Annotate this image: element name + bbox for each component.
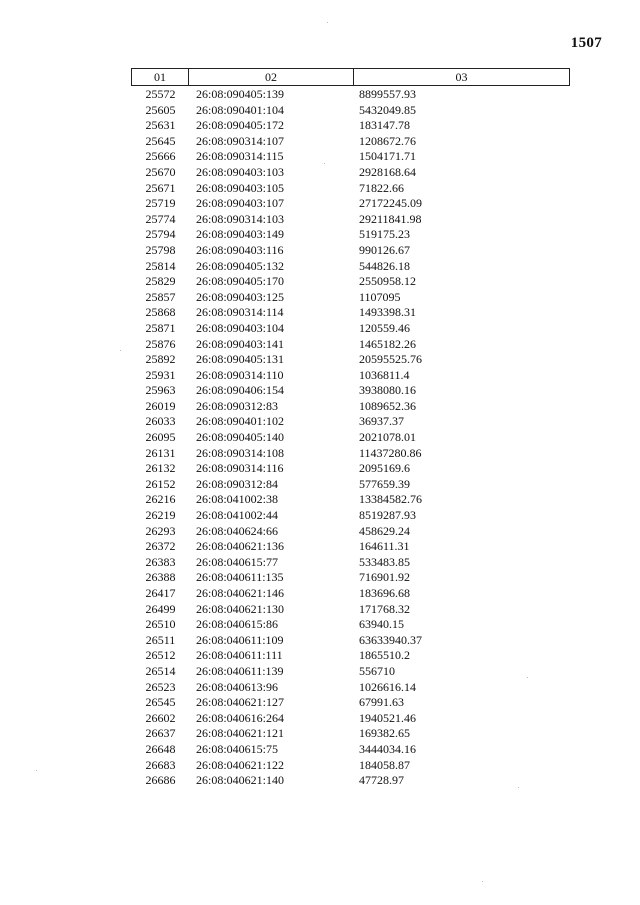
scan-speck (482, 881, 483, 882)
cell-03: 183147.78 (359, 118, 410, 133)
table-row (131, 430, 570, 446)
cell-01: 26372 (145, 539, 176, 554)
cell-03: 63940.15 (359, 617, 404, 632)
cell-03: 458629.24 (359, 523, 410, 538)
cell-03: 8899557.93 (359, 87, 416, 101)
cell-03: 2021078.01 (359, 430, 416, 445)
cell-01: 25671 (145, 180, 176, 195)
cell-03: 716901.92 (359, 570, 410, 585)
table-row (131, 664, 570, 680)
scan-speck (518, 787, 519, 788)
cell-03: 1504171.71 (359, 149, 416, 164)
cell-03: 71822.66 (359, 180, 404, 195)
cell-01: 25868 (145, 305, 176, 320)
cell-01: 26132 (145, 461, 176, 476)
cell-02: 26:08:040621:121 (196, 726, 285, 741)
table-row (131, 617, 570, 633)
cell-02: 26:08:090312:84 (196, 476, 279, 491)
cell-02: 26:08:090314:115 (196, 149, 284, 164)
cell-01: 25871 (145, 320, 176, 335)
cell-02: 26:08:090403:149 (196, 227, 285, 242)
cell-02: 26:08:040615:75 (196, 741, 279, 756)
table-row (131, 586, 570, 602)
table-row (131, 602, 570, 618)
cell-01: 26152 (145, 476, 176, 491)
table-row (131, 181, 570, 197)
table-row (131, 290, 570, 306)
page-number: 1507 (570, 35, 602, 51)
cell-02: 26:08:090403:104 (196, 320, 285, 335)
table-row (131, 118, 570, 134)
cell-01: 25605 (145, 102, 176, 117)
cell-03: 1465182.26 (359, 336, 416, 351)
table-row (131, 461, 570, 477)
cell-01: 25963 (145, 383, 176, 398)
scan-speck (327, 22, 328, 23)
cell-03: 3938080.16 (359, 383, 416, 398)
table-row (131, 555, 570, 571)
cell-03: 1865510.2 (359, 648, 410, 663)
cell-03: 1089652.36 (359, 398, 416, 413)
cell-02: 26:08:090401:104 (196, 102, 285, 117)
cell-03: 169382.65 (359, 726, 410, 741)
table-row (131, 414, 570, 430)
scan-speck (120, 350, 121, 351)
cell-03: 67991.63 (359, 695, 404, 710)
cell-03: 1107095 (359, 289, 401, 304)
table-row (131, 87, 570, 103)
cell-01: 26499 (145, 601, 176, 616)
cell-02: 26:08:040621:122 (196, 757, 285, 772)
cell-01: 26545 (145, 695, 176, 710)
cell-02: 26:08:090405:131 (196, 352, 285, 367)
cell-01: 26523 (145, 679, 176, 694)
cell-02: 26:08:090314:108 (196, 445, 285, 460)
table-row (131, 212, 570, 228)
table-row (131, 742, 570, 758)
cell-02: 26:08:090403:125 (196, 289, 285, 304)
cell-01: 26683 (145, 757, 176, 772)
cell-03: 13384582.76 (359, 492, 422, 507)
cell-03: 1036811.4 (359, 367, 410, 382)
cell-03: 120559.46 (359, 320, 410, 335)
cell-02: 26:08:040611:139 (196, 663, 284, 678)
cell-02: 26:08:040621:127 (196, 695, 285, 710)
table-row (131, 508, 570, 524)
cell-03: 3444034.16 (359, 741, 416, 756)
cell-03: 183696.68 (359, 586, 410, 600)
cell-03: 1940521.46 (359, 710, 416, 725)
table-row (131, 711, 570, 727)
cell-01: 26602 (145, 710, 176, 725)
cell-01: 26648 (145, 741, 176, 756)
cell-03: 990126.67 (359, 242, 410, 257)
cell-02: 26:08:041002:44 (196, 508, 279, 523)
table-body (131, 87, 570, 789)
cell-01: 26019 (145, 398, 176, 413)
cell-03: 11437280.86 (359, 445, 422, 460)
cell-01: 25645 (145, 133, 176, 148)
cell-02: 26:08:090314:116 (196, 461, 284, 476)
cell-02: 26:08:090405:139 (196, 87, 285, 101)
cell-01: 26383 (145, 554, 176, 569)
cell-03: 36937.37 (359, 414, 404, 429)
cell-01: 26686 (145, 773, 176, 788)
table-row (131, 539, 570, 555)
cell-01: 26033 (145, 414, 176, 429)
cell-01: 25719 (145, 196, 176, 211)
table-row (131, 305, 570, 321)
cell-02: 26:08:090403:107 (196, 196, 285, 211)
cell-03: 184058.87 (359, 757, 410, 772)
table-row (131, 165, 570, 181)
table-row (131, 134, 570, 150)
cell-03: 164611.31 (359, 539, 410, 554)
cell-03: 171768.32 (359, 601, 410, 616)
table-row (131, 477, 570, 493)
cell-02: 26:08:040611:109 (196, 632, 284, 647)
table-row (131, 149, 570, 165)
cell-01: 26510 (145, 617, 176, 632)
table-row (131, 648, 570, 664)
cell-02: 26:08:040621:136 (196, 539, 285, 554)
cell-02: 26:08:040621:146 (196, 586, 285, 600)
cell-02: 26:08:040621:140 (196, 773, 285, 788)
table-header (131, 68, 570, 86)
cell-01: 25670 (145, 164, 176, 179)
cell-02: 26:08:090401:102 (196, 414, 285, 429)
cell-02: 26:08:090403:141 (196, 336, 285, 351)
table-row (131, 633, 570, 649)
data-table (131, 68, 570, 789)
cell-02: 26:08:040616:264 (196, 710, 285, 725)
cell-03: 63633940.37 (359, 632, 422, 647)
cell-01: 26388 (145, 570, 176, 585)
cell-01: 26219 (145, 508, 176, 523)
table-row (131, 274, 570, 290)
table-row (131, 227, 570, 243)
table-row (131, 446, 570, 462)
cell-02: 26:08:090406:154 (196, 383, 285, 398)
scan-speck (36, 770, 37, 771)
cell-03: 544826.18 (359, 258, 410, 273)
cell-03: 577659.39 (359, 476, 410, 491)
table-row (131, 726, 570, 742)
table-row (131, 492, 570, 508)
cell-02: 26:08:090405:132 (196, 258, 285, 273)
cell-03: 2928168.64 (359, 164, 416, 179)
cell-02: 26:08:040624:66 (196, 523, 279, 538)
table-row (131, 196, 570, 212)
cell-03: 1493398.31 (359, 305, 416, 320)
table-row (131, 103, 570, 119)
table-row (131, 259, 570, 275)
cell-03: 8519287.93 (359, 508, 416, 523)
cell-03: 20595525.76 (359, 352, 422, 367)
cell-03: 1208672.76 (359, 133, 416, 148)
cell-02: 26:08:090405:170 (196, 274, 285, 289)
table-row (131, 368, 570, 384)
cell-02: 26:08:090314:114 (196, 305, 284, 320)
table-row (131, 680, 570, 696)
cell-01: 26514 (145, 663, 176, 678)
table-row (131, 773, 570, 789)
cell-01: 25572 (145, 87, 176, 101)
cell-01: 25857 (145, 289, 176, 304)
cell-01: 25876 (145, 336, 176, 351)
cell-02: 26:08:090403:116 (196, 242, 284, 257)
cell-02: 26:08:090403:105 (196, 180, 285, 195)
cell-01: 25798 (145, 242, 176, 257)
table-row (131, 758, 570, 774)
cell-03: 556710 (359, 663, 395, 678)
cell-01: 25631 (145, 118, 176, 133)
table-row (131, 243, 570, 259)
cell-03: 29211841.98 (359, 211, 422, 226)
cell-02: 26:08:090312:83 (196, 398, 279, 413)
cell-01: 25829 (145, 274, 176, 289)
cell-02: 26:08:040611:135 (196, 570, 284, 585)
cell-02: 26:08:040615:86 (196, 617, 279, 632)
cell-03: 519175.23 (359, 227, 410, 242)
cell-02: 26:08:041002:38 (196, 492, 279, 507)
cell-01: 25794 (145, 227, 176, 242)
table-row (131, 321, 570, 337)
cell-01: 26511 (145, 632, 176, 647)
cell-02: 26:08:040611:111 (196, 648, 283, 663)
column-header-03: 03 (455, 70, 468, 84)
cell-02: 26:08:090314:110 (196, 367, 284, 382)
cell-02: 26:08:090403:103 (196, 164, 285, 179)
cell-01: 25892 (145, 352, 176, 367)
cell-01: 25666 (145, 149, 176, 164)
table-row (131, 524, 570, 540)
cell-02: 26:08:090314:103 (196, 211, 285, 226)
cell-02: 26:08:040615:77 (196, 554, 279, 569)
cell-01: 26131 (145, 445, 176, 460)
cell-01: 26293 (145, 523, 176, 538)
cell-03: 5432049.85 (359, 102, 416, 117)
table-row (131, 570, 570, 586)
cell-02: 26:08:040613:96 (196, 679, 279, 694)
cell-01: 26216 (145, 492, 176, 507)
cell-03: 533483.85 (359, 554, 410, 569)
cell-01: 25931 (145, 367, 176, 382)
cell-01: 25814 (145, 258, 176, 273)
column-header-02: 02 (189, 69, 354, 85)
table-row (131, 383, 570, 399)
cell-01: 25774 (145, 211, 176, 226)
cell-03: 1026616.14 (359, 679, 416, 694)
cell-02: 26:08:090405:172 (196, 118, 285, 133)
table-row (131, 352, 570, 368)
scan-speck (527, 677, 528, 678)
cell-01: 26095 (145, 430, 176, 445)
cell-02: 26:08:090314:107 (196, 133, 285, 148)
cell-03: 47728.97 (359, 773, 404, 788)
cell-01: 26637 (145, 726, 176, 741)
cell-01: 26417 (145, 586, 176, 600)
table-row (131, 337, 570, 353)
cell-01: 26512 (145, 648, 176, 663)
cell-02: 26:08:090405:140 (196, 430, 285, 445)
scan-speck (324, 163, 325, 164)
cell-03: 2095169.6 (359, 461, 410, 476)
cell-02: 26:08:040621:130 (196, 601, 285, 616)
table-row (131, 399, 570, 415)
column-header-01: 01 (132, 69, 189, 85)
cell-03: 27172245.09 (359, 196, 422, 211)
table-row (131, 695, 570, 711)
cell-03: 2550958.12 (359, 274, 416, 289)
